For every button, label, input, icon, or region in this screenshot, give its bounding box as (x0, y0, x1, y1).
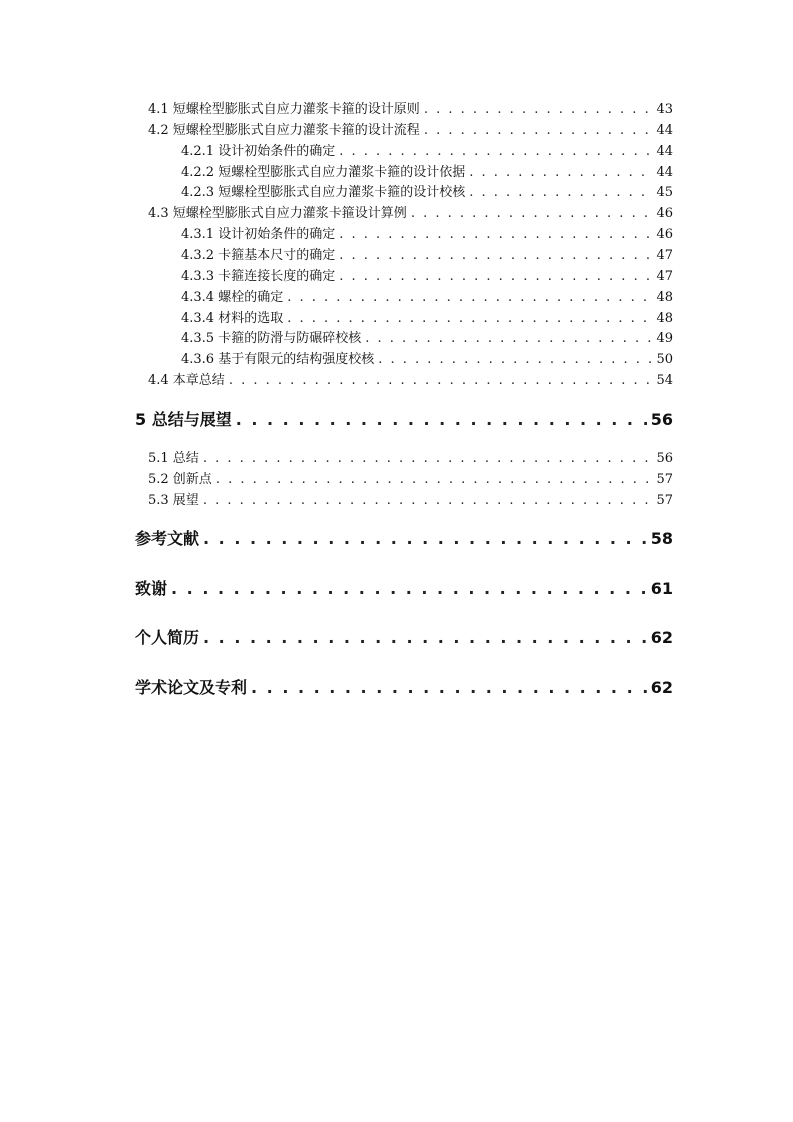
toc-entry[interactable] (148, 468, 673, 487)
toc-page-number: 62 (650, 678, 673, 697)
toc-leader-dots (203, 493, 653, 508)
toc-entry-label: 4.2 短螺栓型膨胀式自应力灌浆卡箍的设计流程 (148, 123, 420, 138)
toc-entry-label: 4.3.4 材料的选取 (181, 311, 284, 326)
toc-entry[interactable] (148, 98, 673, 117)
toc-entry-label: 5 总结与展望 (135, 410, 232, 429)
toc-leader-dots (251, 678, 647, 697)
toc-page-number: 44 (656, 123, 673, 138)
toc-leader-dots (424, 123, 653, 138)
toc-entry-label: 4.4 本章总结 (148, 373, 225, 388)
toc-entry[interactable] (181, 348, 673, 367)
toc-page-number: 56 (650, 410, 673, 429)
toc-page-number: 46 (656, 227, 673, 242)
toc-page-number: 57 (656, 472, 673, 487)
toc-entry-label: 5.2 创新点 (148, 472, 212, 487)
toc-entry-label: 个人简历 (135, 628, 200, 647)
toc-leader-dots (365, 331, 652, 346)
toc-entry-label: 5.3 展望 (148, 493, 199, 508)
toc-entry-label: 致谢 (135, 579, 168, 598)
toc-entry[interactable] (148, 489, 673, 508)
toc-leader-dots (171, 579, 647, 598)
toc-entry-label: 4.3.4 螺栓的确定 (181, 290, 284, 305)
toc-chapter-entry[interactable] (135, 526, 673, 549)
toc-entry[interactable] (181, 140, 673, 159)
toc-page-number: 45 (656, 185, 673, 200)
toc-page-number: 46 (656, 206, 673, 221)
toc-leader-dots (236, 410, 647, 429)
toc-page-number: 48 (656, 290, 673, 305)
toc-leader-dots (287, 311, 652, 326)
toc-page-number: 49 (656, 331, 673, 346)
toc-entry-label: 4.2.1 设计初始条件的确定 (181, 144, 336, 159)
toc-chapter-entry[interactable] (135, 407, 673, 430)
toc-entry[interactable] (181, 181, 673, 200)
toc-entry-label: 4.3.2 卡箍基本尺寸的确定 (181, 248, 336, 263)
toc-entry-label: 4.3.3 卡箍连接长度的确定 (181, 269, 336, 284)
toc-page-number: 56 (656, 451, 673, 466)
toc-entry[interactable] (181, 286, 673, 305)
toc-entry[interactable] (148, 202, 673, 221)
toc-leader-dots (339, 269, 652, 284)
toc-leader-dots (339, 227, 652, 242)
toc-entry[interactable] (181, 307, 673, 326)
toc-leader-dots (229, 373, 653, 388)
toc-page-number: 58 (650, 529, 673, 548)
toc-leader-dots (203, 628, 647, 647)
toc-page-number: 43 (656, 102, 673, 117)
toc-entry-label: 5.1 总结 (148, 451, 199, 466)
toc-entry[interactable] (181, 327, 673, 346)
toc-page-number: 61 (650, 579, 673, 598)
toc-leader-dots (203, 529, 647, 548)
toc-page-number: 57 (656, 493, 673, 508)
toc-leader-dots (469, 165, 652, 180)
toc-chapter-entry[interactable] (135, 625, 673, 648)
toc-leader-dots (287, 290, 652, 305)
toc-chapter-entry[interactable] (135, 576, 673, 599)
toc-page-number: 44 (656, 144, 673, 159)
toc-entry[interactable] (181, 265, 673, 284)
toc-entry-label: 4.1 短螺栓型膨胀式自应力灌浆卡箍的设计原则 (148, 102, 420, 117)
toc-entry[interactable] (148, 369, 673, 388)
toc-page-number: 47 (656, 269, 673, 284)
toc-entry[interactable] (181, 244, 673, 263)
toc-page-number: 44 (656, 165, 673, 180)
toc-page-number: 50 (656, 352, 673, 367)
toc-page-number: 47 (656, 248, 673, 263)
toc-page-number: 54 (656, 373, 673, 388)
toc-entry-label: 4.3.6 基于有限元的结构强度校核 (181, 352, 375, 367)
toc-leader-dots (339, 248, 652, 263)
toc-entry[interactable] (148, 119, 673, 138)
toc-leader-dots (378, 352, 652, 367)
toc-leader-dots (339, 144, 652, 159)
toc-entry[interactable] (181, 223, 673, 242)
toc-leader-dots (216, 472, 653, 487)
toc-leader-dots (424, 102, 653, 117)
toc-chapter-entry[interactable] (135, 675, 673, 698)
toc-entry-label: 4.3 短螺栓型膨胀式自应力灌浆卡箍设计算例 (148, 206, 407, 221)
toc-leader-dots (469, 185, 652, 200)
toc-leader-dots (411, 206, 653, 221)
toc-entry-label: 参考文献 (135, 529, 200, 548)
toc-leader-dots (203, 451, 653, 466)
toc-entry-label: 4.2.2 短螺栓型膨胀式自应力灌浆卡箍的设计依据 (181, 165, 466, 180)
toc-page-number: 48 (656, 311, 673, 326)
toc-entry-label: 4.3.1 设计初始条件的确定 (181, 227, 336, 242)
toc-entry[interactable] (181, 161, 673, 180)
toc-entry-label: 4.3.5 卡箍的防滑与防碾碎校核 (181, 331, 362, 346)
toc-entry-label: 学术论文及专利 (135, 678, 248, 697)
toc-page-number: 62 (650, 628, 673, 647)
toc-entry-label: 4.2.3 短螺栓型膨胀式自应力灌浆卡箍的设计校核 (181, 185, 466, 200)
toc-entry[interactable] (148, 447, 673, 466)
